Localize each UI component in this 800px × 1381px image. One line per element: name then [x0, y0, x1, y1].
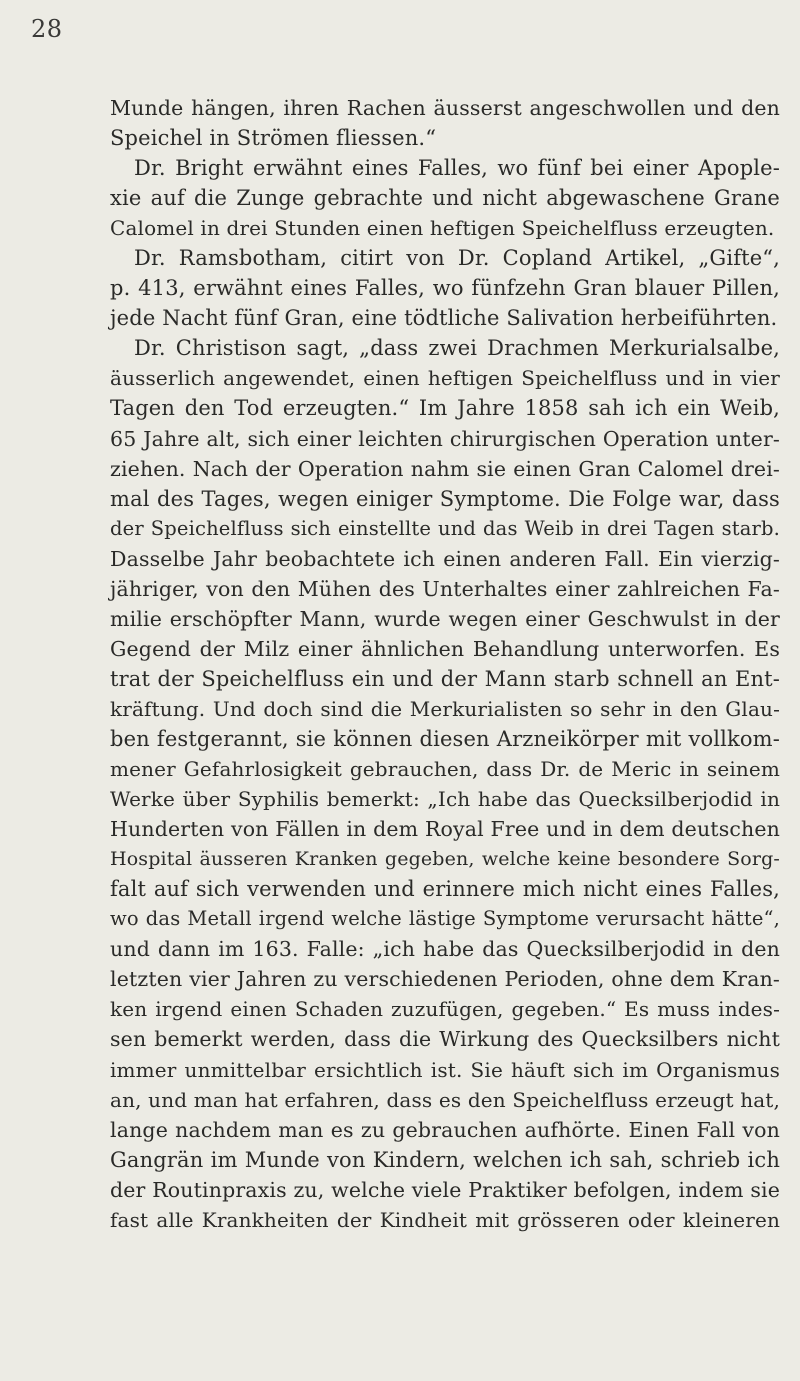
- text-line: fast alle Krankheiten der Kindheit mit grösseren oder kleineren: [110, 1207, 780, 1232]
- text-line: Dr. Ramsbotham, citirt von Dr. Copland Artikel, „Gifte“,: [134, 246, 780, 271]
- text-line: trat der Speichelfluss ein und der Mann starb schnell an Ent-: [110, 666, 780, 691]
- text-line: immer unmittelbar ersichtlich ist. Sie häuft sich im Organismus: [110, 1057, 780, 1082]
- text-line: ben festgerannt, sie können diesen Arzneikörper mit vollkom-: [110, 726, 780, 751]
- text-line: wo das Metall irgend welche lästige Symptome verursacht hätte“,: [110, 907, 780, 931]
- text-line: äusserlich angewendet, einen heftigen Speichelfluss und in vier: [110, 366, 780, 391]
- text-line: xie auf die Zunge gebrachte und nicht abgewaschene Grane: [110, 186, 780, 211]
- text-line: an, und man hat erfahren, dass es den Speichelfluss erzeugt hat,: [110, 1087, 780, 1112]
- text-line: und dann im 163. Falle: „ich habe das Quecksilberjodid in den: [110, 937, 780, 962]
- text-line: Dr. Christison sagt, „dass zwei Drachmen Merkurialsalbe,: [134, 336, 780, 361]
- text-line: Dasselbe Jahr beobachtete ich einen anderen Fall. Ein vierzig-: [110, 546, 780, 571]
- text-line: Hospital äusseren Kranken gegeben, welche keine besondere Sorg-: [110, 848, 780, 871]
- text-line: Tagen den Tod erzeugten.“ Im Jahre 1858 sah ich ein Weib,: [110, 396, 780, 421]
- text-line: milie erschöpfter Mann, wurde wegen einer Geschwulst in der: [110, 606, 780, 631]
- text-line: der Speichelfluss sich einstellte und das Weib in drei Tagen starb.: [110, 516, 780, 540]
- text-line: Speichel in Strömen fliessen.“: [110, 126, 437, 151]
- text-line: sen bemerkt werden, dass die Wirkung des Quecksilbers nicht: [110, 1027, 780, 1052]
- text-line: falt auf sich verwenden und erinnere mich nicht eines Falles,: [110, 877, 780, 902]
- text-line: ziehen. Nach der Operation nahm sie einen Gran Calomel drei-: [110, 456, 780, 481]
- text-line: Gangrän im Munde von Kindern, welchen ich sah, schrieb ich: [110, 1147, 780, 1172]
- text-line: 65 Jahre alt, sich einer leichten chirurgischen Operation unter-: [110, 426, 780, 451]
- text-line: Werke über Syphilis bemerkt: „Ich habe das Quecksilberjodid in: [110, 787, 780, 812]
- text-line: Hunderten von Fällen in dem Royal Free und in dem deutschen: [110, 817, 780, 842]
- text-line: p. 413, erwähnt eines Falles, wo fünfzehn Gran blauer Pillen,: [110, 276, 780, 301]
- text-line: jähriger, von den Mühen des Unterhaltes einer zahlreichen Fa-: [110, 576, 780, 601]
- text-line: Calomel in drei Stunden einen heftigen Speichelfluss erzeugten.: [110, 216, 775, 241]
- text-line: kräftung. Und doch sind die Merkurialisten so sehr in den Glau-: [110, 696, 780, 721]
- text-line: Munde hängen, ihren Rachen äusserst angeschwollen und den: [110, 96, 780, 120]
- text-line: Gegend der Milz einer ähnlichen Behandlung unterworfen. Es: [110, 636, 780, 661]
- text-line: der Routinpraxis zu, welche viele Praktiker befolgen, indem sie: [110, 1177, 780, 1202]
- text-line: mal des Tages, wegen einiger Symptome. Die Folge war, dass: [110, 486, 780, 511]
- text-line: ken irgend einen Schaden zuzufügen, gegeben.“ Es muss indes-: [110, 997, 780, 1022]
- text-line: lange nachdem man es zu gebrauchen aufhörte. Einen Fall von: [110, 1117, 780, 1142]
- body-text: [110, 93, 780, 1235]
- text-line: mener Gefahrlosigkeit gebrauchen, dass Dr. de Meric in seinem: [110, 757, 780, 782]
- text-line: jede Nacht fünf Gran, eine tödtliche Salivation herbeiführten.: [110, 306, 778, 331]
- text-line: letzten vier Jahren zu verschiedenen Perioden, ohne dem Kran-: [110, 967, 780, 992]
- page-number: 28: [31, 15, 63, 43]
- text-line: Dr. Bright erwähnt eines Falles, wo fünf bei einer Apople-: [134, 156, 780, 181]
